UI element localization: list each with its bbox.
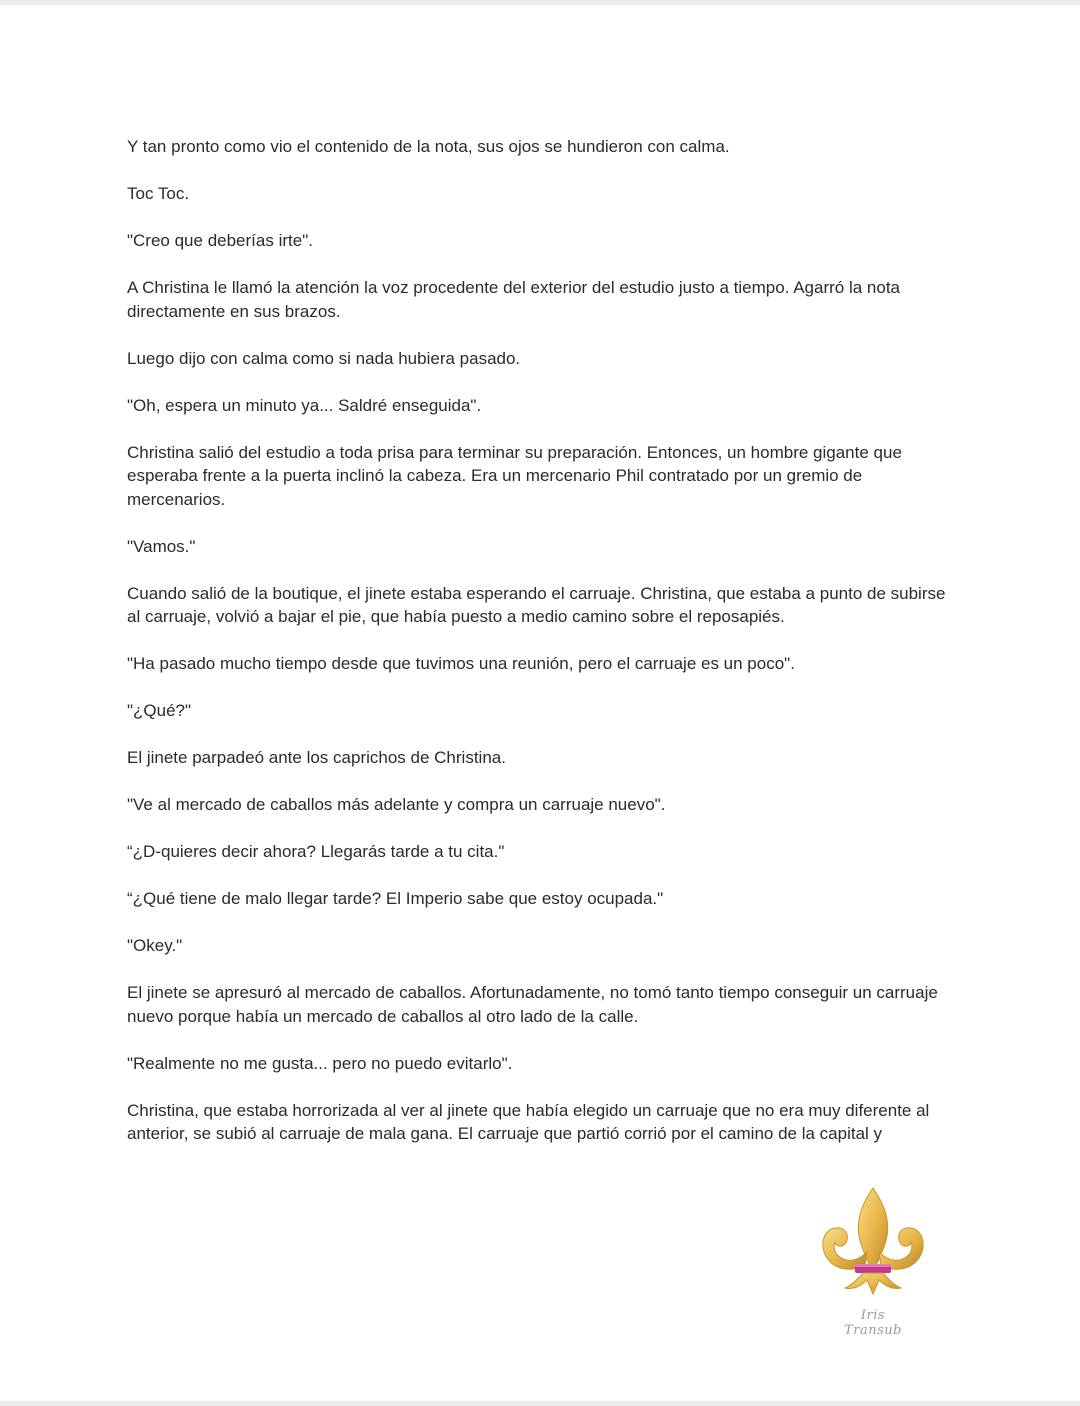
paragraph: Luego dijo con calma como si nada hubiera pasado. (127, 348, 521, 368)
paragraph: “¿D-quieres decir ahora? Llegarás tarde a tu cita." (127, 842, 505, 861)
paragraph: "Ve al mercado de caballos más adelante y compra un carruaje nuevo". (127, 795, 666, 814)
paragraph: "Vamos." (127, 536, 196, 556)
paragraph: "Oh, espera un minuto ya... Saldré enseguida". (127, 395, 482, 415)
text-body (127, 135, 949, 1169)
paragraph: Cuando salió de la boutique, el jinete estaba esperando el carruaje. Christina, que estaba a punto de subirse al carruaje, volvió a bajar el pie, que había puesto a medio camino sobre el reposapiés. (127, 583, 946, 626)
paragraph: El jinete se apresuró al mercado de caballos. Afortunadamente, no tomó tanto tiempo conseguir un carruaje nuevo porque había un mercado de caballos al otro lado de la calle. (127, 983, 938, 1026)
paragraph: El jinete parpadeó ante los caprichos de Christina. (127, 748, 506, 767)
paragraph: A Christina le llamó la atención la voz procedente del exterior del estudio justo a tiempo. Agarró la nota directamente en sus brazos. (127, 278, 901, 321)
document-page (0, 5, 1080, 1401)
signature-text: Iris Transub (844, 1308, 902, 1338)
watermark-logo (813, 1182, 933, 1338)
paragraph: "Realmente no me gusta... pero no puedo evitarlo". (127, 1053, 513, 1073)
paragraph: "Okey." (127, 936, 183, 955)
paragraph: "¿Qué?" (127, 701, 192, 720)
paragraph: “¿Qué tiene de malo llegar tarde? El Imperio sabe que estoy ocupada." (127, 889, 664, 908)
paragraph: "Ha pasado mucho tiempo desde que tuvimos una reunión, pero el carruaje es un poco". (127, 654, 795, 673)
paragraph: Christina salió del estudio a toda prisa para terminar su preparación. Entonces, un hombre gigante que esperaba frente a la puerta inclinó la cabeza. Era un mercenario Phil contratado por un gremio de mercenarios. (127, 442, 902, 509)
paragraph: Toc Toc. (127, 184, 190, 203)
paragraph: "Creo que deberías irte". (127, 231, 313, 250)
paragraph: Christina, que estaba horrorizada al ver al jinete que había elegido un carruaje que no era muy diferente al anterior, se subió al carruaje de mala gana. El carruaje que partió corrió por el camino de la capital y (127, 1100, 930, 1143)
paragraph: Y tan pronto como vio el contenido de la nota, sus ojos se hundieron con calma. (127, 137, 730, 156)
